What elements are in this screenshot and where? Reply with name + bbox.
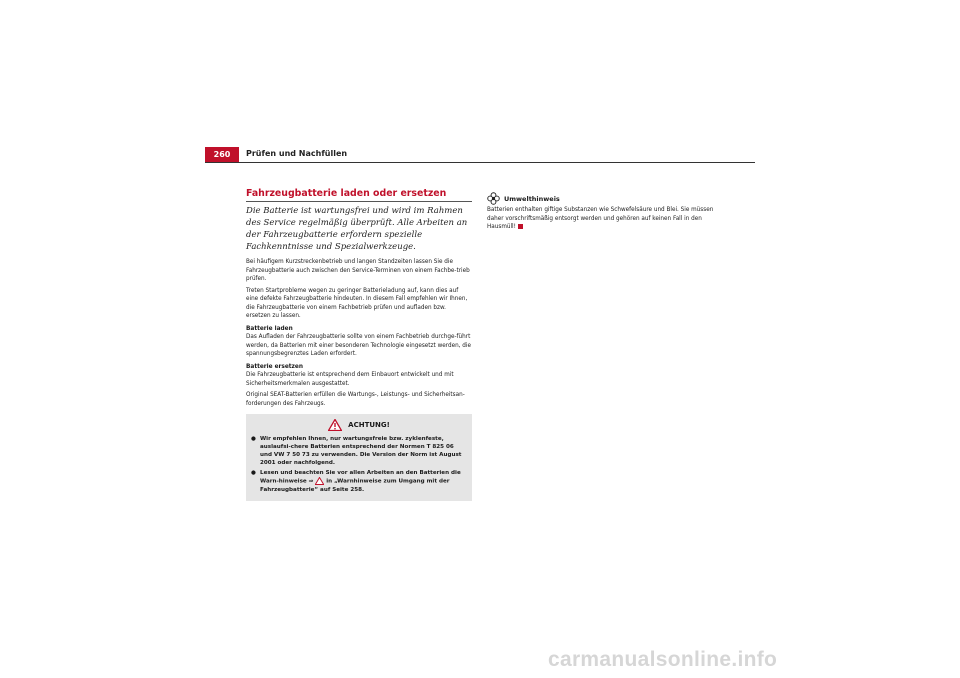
environment-flower-icon	[487, 192, 500, 205]
right-column	[487, 192, 727, 235]
warning-title: ACHTUNG!	[348, 421, 390, 429]
warning-reference-icon[interactable]	[315, 477, 324, 485]
warning-item-2-post: in „Warnhinweise zum Umgang mit der Fahrzeugbatterie“ auf Seite 258.	[260, 478, 450, 493]
bullet-icon: ●	[251, 436, 256, 442]
warning-triangle-icon	[328, 419, 342, 431]
bullet-icon: ●	[251, 470, 256, 476]
left-column	[246, 188, 472, 501]
paragraph-2: Treten Startprobleme wegen zu geringer Batterieladung auf, kann dies auf eine defekte Fahrzeugbatterie hindeuten. In diesem Fall empfehlen wir Ihnen, die Fahrzeugbatterie von einem Fachbetrieb prüfen und aufladen bzw. ersetzen zu lassen.	[246, 287, 468, 319]
subheading-charge: Batterie laden	[246, 325, 293, 332]
environment-title: Umwelthinweis	[504, 194, 560, 203]
warning-item-1-text: Wir empfehlen Ihnen, nur wartungsfreie bzw. zyklenfeste, auslaufsi-chere Batterien entsprechend der Normen T 825 06 und VW 7 50 73 zu verwenden. Die Version der Norm ist August 2001 oder nachfolgend.	[260, 436, 462, 466]
section-lead: Die Batterie ist wartungsfrei und wird im Rahmen des Service regelmäßig überprüft. Alle Arbeiten an der Fahrzeugbatterie erfordern spezielle Fachkenntnisse und Spezialwerkzeuge.	[246, 206, 468, 252]
warning-item-1	[251, 435, 467, 467]
warning-box	[246, 414, 472, 501]
warning-item-2	[251, 469, 467, 494]
warning-header	[251, 419, 467, 431]
section-title: Fahrzeugbatterie laden oder ersetzen	[246, 188, 472, 202]
watermark: carmanualsonline.info	[548, 648, 778, 671]
paragraph-charge: Das Aufladen der Fahrzeugbatterie sollte von einem Fachbetrieb durchge-führt werden, da Batterien mit einer besonderen Technologie eingesetzt werden, die spannungsbegrenztes Laden erfordert.	[246, 334, 471, 357]
environment-text-content: Batterien enthalten giftige Substanzen wie Schwefelsäure und Blei. Sie müssen daher vorschriftsmäßig entsorgt werden und gehören auf keinen Fall in den Hausmüll!	[487, 207, 714, 230]
page-number: 260	[205, 147, 239, 162]
end-marker-icon	[518, 224, 523, 229]
running-title: Prüfen und Nachfüllen	[246, 149, 348, 158]
paragraph-1: Bei häufigem Kurzstreckenbetrieb und langen Standzeiten lassen Sie die Fahrzeugbatterie auch zwischen den Service-Terminen von einem Fachbe-trieb prüfen.	[246, 259, 470, 282]
paragraph-replace-1: Die Fahrzeugbatterie ist entsprechend dem Einbauort entwickelt und mit Sicherheitsmerkmalen ausgestattet.	[246, 372, 454, 387]
subheading-replace: Batterie ersetzen	[246, 363, 303, 370]
environment-text	[487, 206, 727, 232]
warning-item-2-pre: Lesen und beachten Sie vor allen Arbeiten an den Batterien die Warn-hinweise	[260, 470, 461, 485]
environment-header	[487, 192, 727, 205]
paragraph-replace-2: Original SEAT-Batterien erfüllen die Wartungs-, Leistungs- und Sicherheitsan-forderungen des Fahrzeugs.	[246, 392, 465, 407]
header-rule	[205, 162, 755, 163]
warning-item-2-text	[260, 469, 467, 494]
cross-reference-arrow-icon[interactable]: ⇒	[308, 478, 314, 485]
